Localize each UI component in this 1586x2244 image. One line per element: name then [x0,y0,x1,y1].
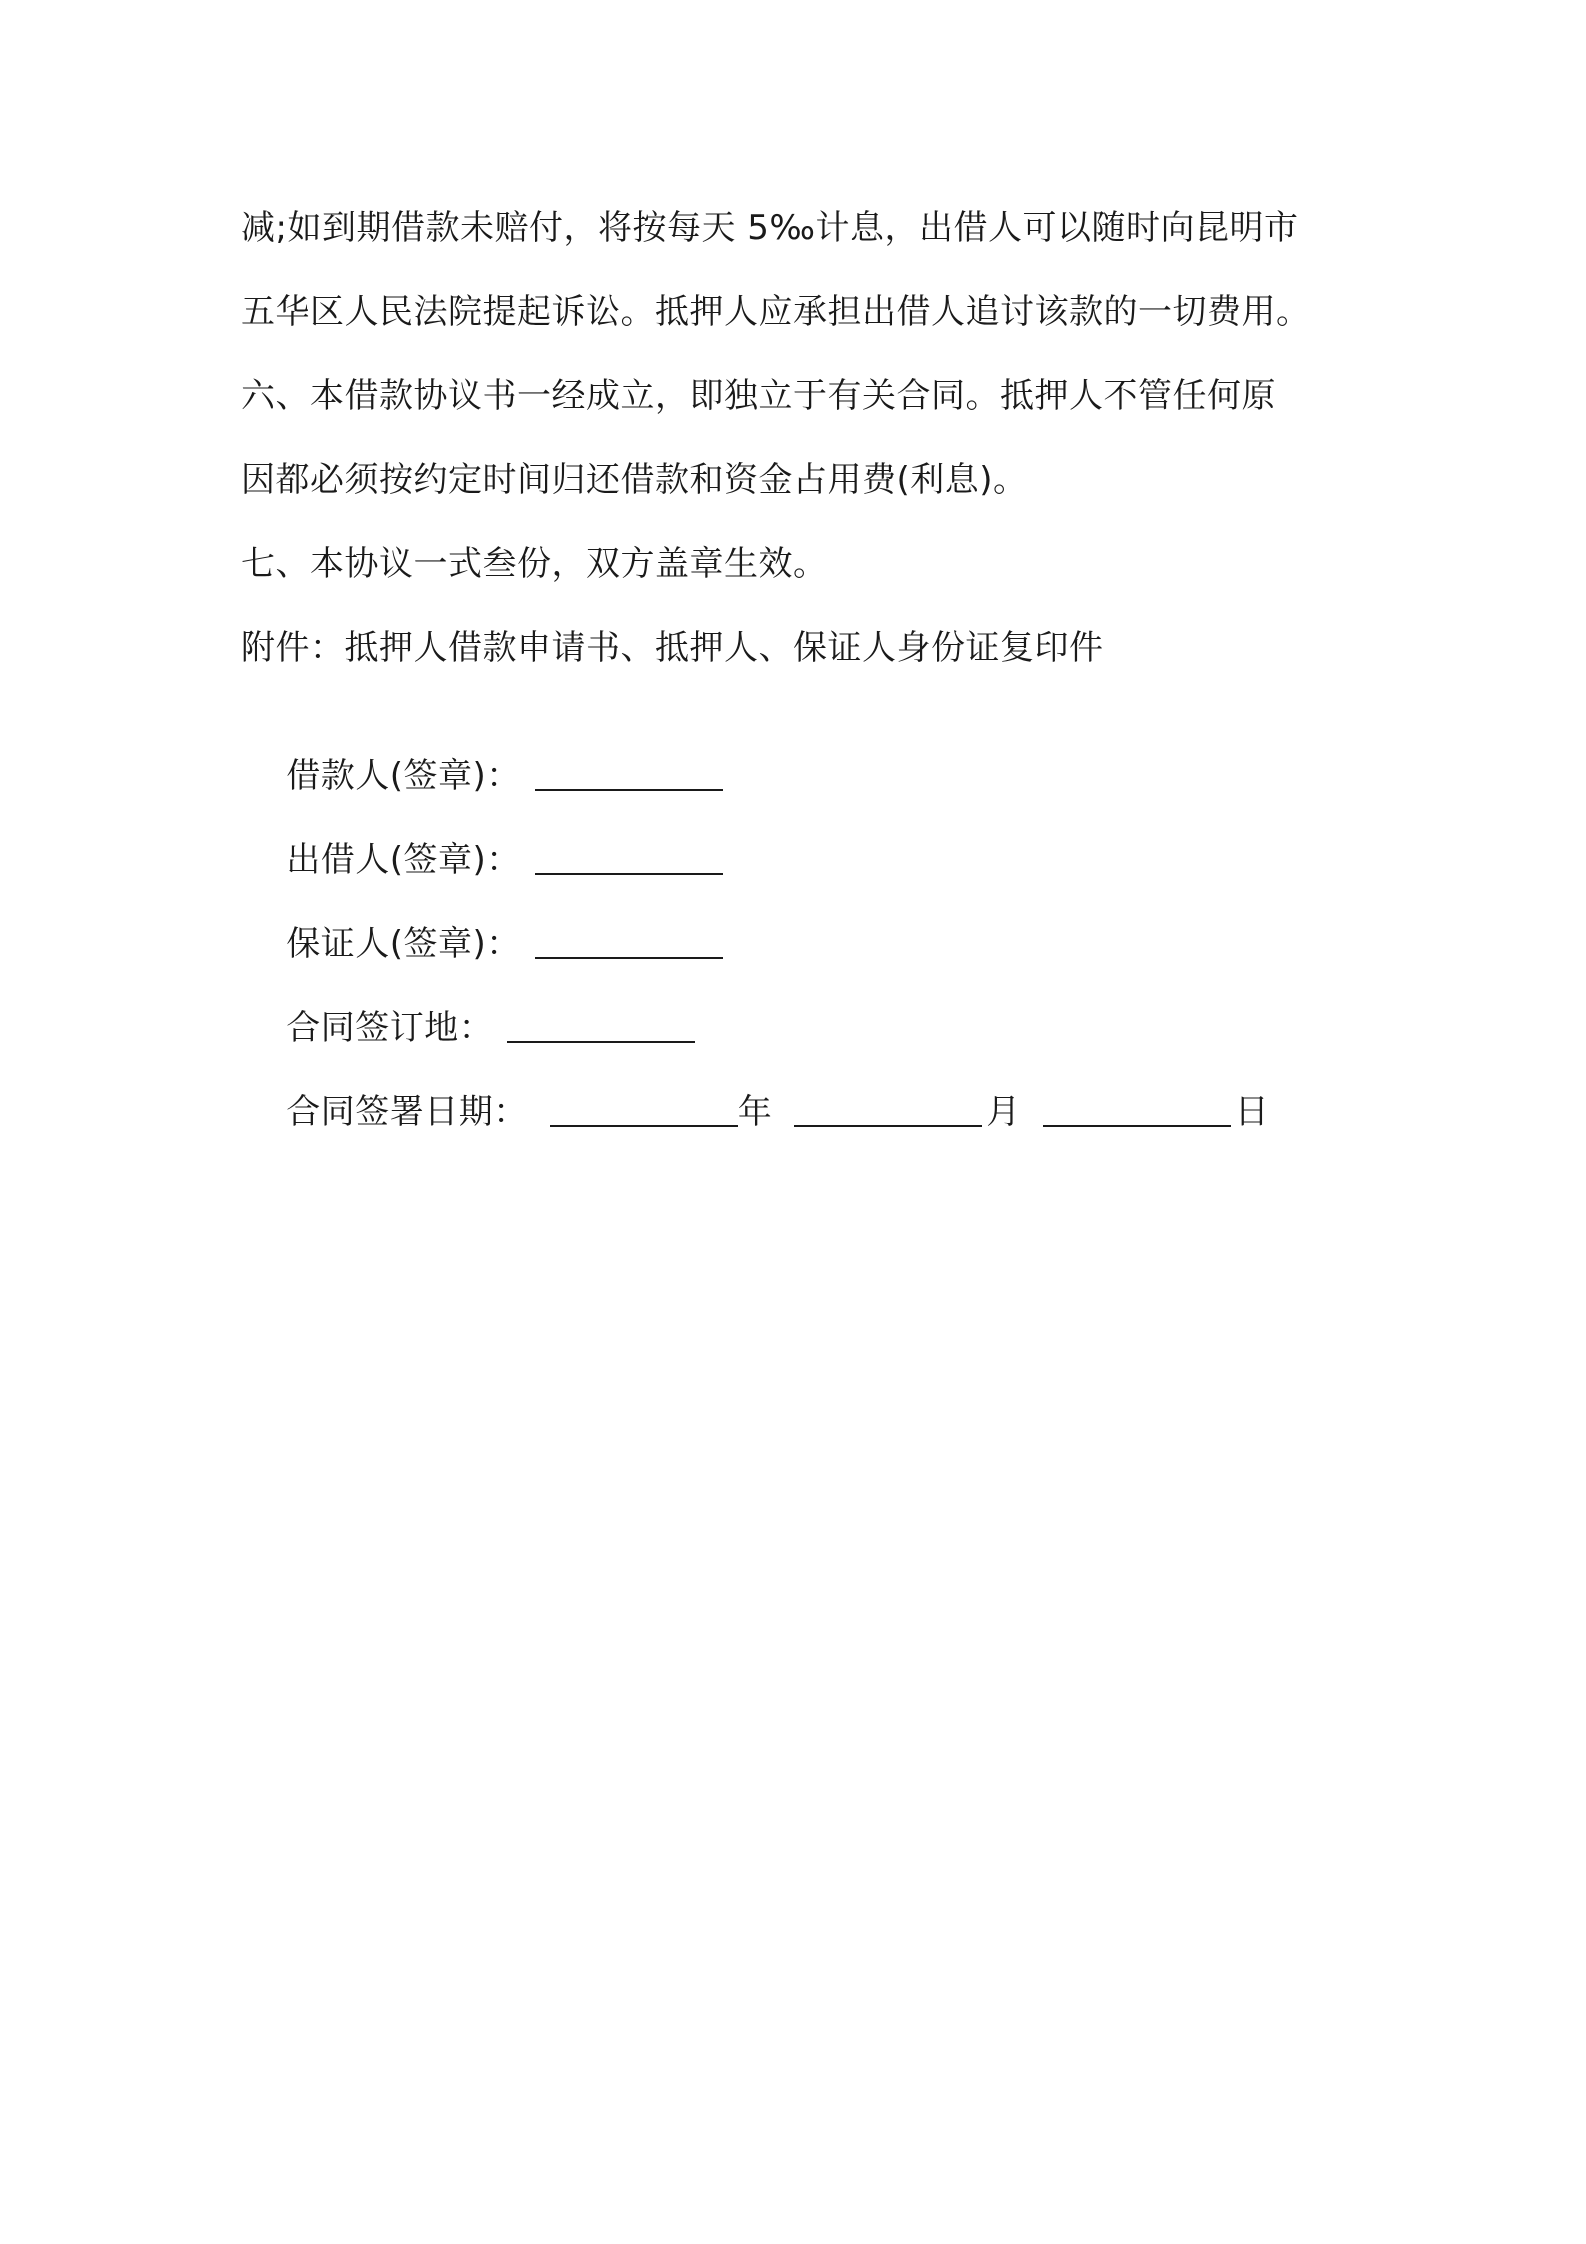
attachment-line: 附件：抵押人借款申请书、抵押人、保证人身份证复印件 [241,628,1104,668]
year-label: 年 [737,1092,773,1132]
signing-date-row [241,1046,1269,1178]
guarantor-signature-blank [535,925,723,959]
year-blank [550,1093,738,1127]
signing-place-label: 合同签订地： [286,1008,494,1048]
lender-signature-blank [535,841,723,875]
lender-signature-label: 出借人(签章)： [286,840,521,880]
day-blank [1043,1093,1231,1127]
guarantor-signature-label: 保证人(签章)： [286,924,521,964]
day-label: 日 [1234,1092,1270,1132]
clause-seven-line: 七、本协议一式叁份，双方盖章生效。 [241,544,828,584]
paragraph-line: 减;如到期借款未赔付，将按每天 5‰计息，出借人可以随时向昆明市 [241,208,1299,248]
clause-six-line: 六、本借款协议书一经成立，即独立于有关合同。抵押人不管任何原 [241,376,1276,416]
signing-place-blank [507,1009,695,1043]
borrower-signature-blank [535,757,723,791]
month-blank [794,1093,982,1127]
month-label: 月 [986,1092,1021,1132]
paragraph-line: 五华区人民法院提起诉讼。抵押人应承担出借人追讨该款的一切费用。 [241,292,1311,332]
borrower-signature-label: 借款人(签章)： [286,756,521,796]
signing-date-label: 合同签署日期： [286,1092,528,1132]
paragraph-line: 因都必须按约定时间归还借款和资金占用费(利息)。 [241,460,1028,500]
